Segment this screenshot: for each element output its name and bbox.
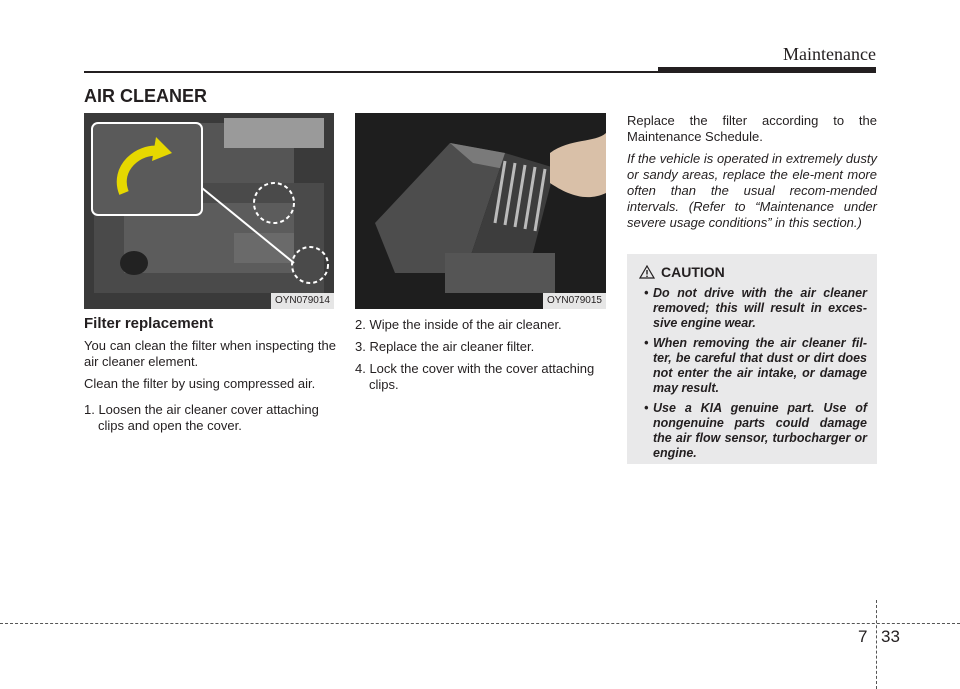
step-4: 4. Lock the cover with the cover attaching clips. <box>355 361 595 392</box>
caution-item: • Do not drive with the air cleaner removed; this will result in exces-sive engine wear. <box>639 286 867 331</box>
subheading: Filter replacement <box>84 315 214 332</box>
paragraph: Replace the filter according to the Maintenance Schedule. <box>627 113 877 144</box>
step-1: 1. Loosen the air cleaner cover attaching clips and open the cover. <box>84 402 319 433</box>
column-3 <box>627 113 877 237</box>
section-title: AIR CLEANER <box>84 86 208 106</box>
caution-header <box>639 264 867 280</box>
chapter-number: 7 <box>858 627 868 646</box>
page-number: 33 <box>881 627 900 646</box>
footer-rule <box>0 623 960 624</box>
caution-list <box>639 286 867 461</box>
figure-code: OYN079014 <box>271 293 334 309</box>
step-2: 2. Wipe the inside of the air cleaner. <box>355 317 562 332</box>
footer-divider <box>876 600 877 689</box>
figure-air-cleaner-clips <box>84 113 334 309</box>
filter-photo <box>355 113 606 309</box>
italic-note: If the vehicle is operated in extremely dusty or sandy areas, replace the ele-ment more often than the usual recom-mended intervals. (Refer to “Maintenance under severe usage conditions” in this section.) <box>627 151 877 230</box>
running-header: Maintenance <box>783 44 876 64</box>
column-1 <box>84 316 336 440</box>
warning-triangle-icon <box>639 265 655 279</box>
figure-filter-replacement <box>355 113 606 309</box>
caution-title: CAUTION <box>661 264 725 280</box>
figure-code: OYN079015 <box>543 293 606 309</box>
header-rule-accent <box>658 67 876 73</box>
caution-box <box>627 254 877 464</box>
air-cleaner-photo <box>84 113 334 309</box>
caution-item: • Use a KIA genuine part. Use of nongenuine parts could damage the air flow sensor, turbocharger or engine. <box>639 401 867 461</box>
paragraph: Clean the filter by using compressed air. <box>84 376 316 391</box>
paragraph: You can clean the filter when inspecting the air cleaner element. <box>84 338 336 369</box>
step-3: 3. Replace the air cleaner filter. <box>355 339 535 354</box>
caution-item: • When removing the air cleaner fil-ter, be careful that dust or dirt does not enter the air intake, or damage may result. <box>639 336 867 396</box>
column-2 <box>355 317 607 399</box>
